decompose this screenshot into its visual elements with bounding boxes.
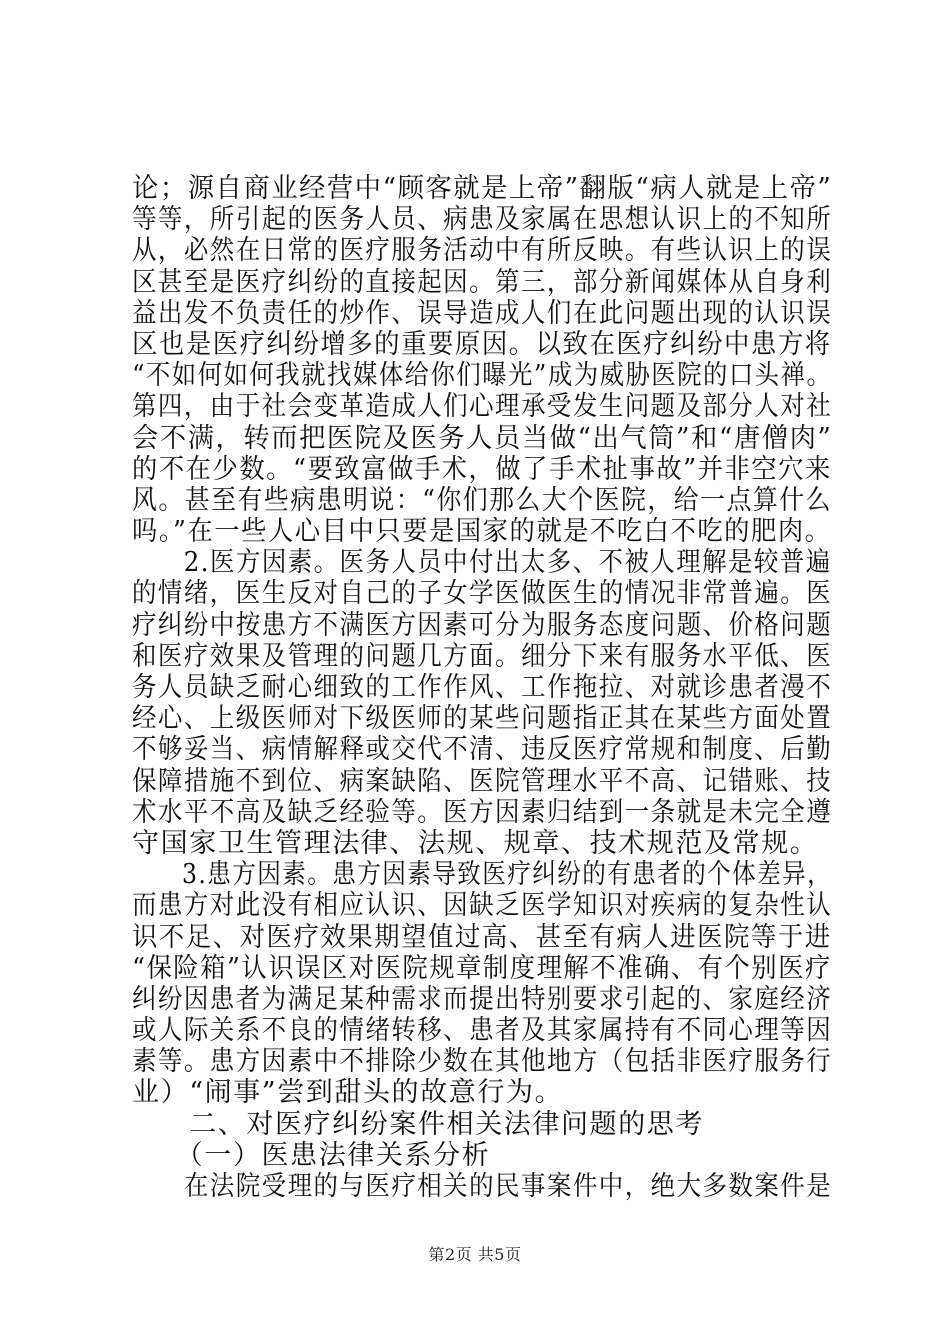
text-line: “不如何如何我就找媒体给你们曝光”成为威胁医院的口头禅。 [132, 360, 833, 392]
text-line: 的不在少数。“要致富做手术，做了手术扯事故”并非空穴来 [132, 453, 832, 485]
text-line: 会不满，转而把医院及医务人员当做“出气筒”和“唐僧肉” [132, 422, 833, 454]
text-line: 素等。患方因素中不排除少数在其他地方（包括非医疗服务行 [132, 1046, 833, 1078]
subsection-heading: （一）医患法律关系分析 [132, 1139, 491, 1171]
text-line: 在法院受理的与医疗相关的民事案件中，绝大多数案件是 [132, 1171, 833, 1202]
text-line: 风。甚至有些病患明说：“你们那么大个医院，给一点算什么 [132, 484, 833, 516]
text-line: 不够妥当、病情解释或交代不清、违反医疗常规和制度、后勤 [132, 734, 833, 766]
text-line: 论；源自商业经营中“顾客就是上帝”翻版“病人就是上帝” [132, 173, 833, 204]
text-line: 纠纷因患者为满足某种需求而提出特别要求引起的、家庭经济 [132, 983, 833, 1015]
text-line: 术水平不高及缺乏经验等。医方因素归结到一条就是未完全遵 [132, 796, 833, 828]
text-line: 第四，由于社会变革造成人们心理承受发生问题及部分人对社 [132, 391, 833, 423]
text-line: 经心、上级医师对下级医师的某些问题指正其在某些方面处置 [132, 703, 833, 735]
text-line: 区也是医疗纠纷增多的重要原因。以致在医疗纠纷中患方将 [132, 328, 832, 360]
text-line: 的情绪，医生反对自己的子女学医做医生的情况非常普遍。医 [132, 578, 833, 610]
text-line: 守国家卫生管理法律、法规、规章、技术规范及常规。 [132, 827, 819, 859]
text-line: 识不足、对医疗效果期望值过高、甚至有病人进医院等于进 [132, 921, 832, 953]
text-line: 务人员缺乏耐心细致的工作作风、工作拖拉、对就诊患者漫不 [132, 672, 833, 703]
text-line: 从，必然在日常的医疗服务活动中有所反映。有些认识上的误 [132, 235, 833, 267]
text-line: 疗纠纷中按患方不满医方因素可分为服务态度问题、价格问题 [132, 609, 833, 641]
text-line: 而患方对此没有相应认识、因缺乏医学知识对疾病的复杂性认 [132, 890, 833, 922]
text-line: “保险箱”认识误区对医院规章制度理解不准确、有个别医疗 [132, 952, 832, 984]
text-line: 或人际关系不良的情绪转移、患者及其家属持有不同心理等因 [132, 1015, 833, 1047]
text-line: 等等，所引起的医务人员、病患及家属在思想认识上的不知所 [132, 204, 833, 236]
text-line: 保障措施不到位、病案缺陷、医院管理水平不高、记错账、技 [132, 765, 833, 797]
text-line: 2.医方因素。医务人员中付出太多、不被人理解是较普遍 [132, 547, 832, 579]
text-line: 区甚至是医疗纠纷的直接起因。第三，部分新闻媒体从自身利 [132, 266, 833, 298]
text-line: 业）“闹事”尝到甜头的故意行为。 [132, 1077, 564, 1109]
page-number-footer: 第2页 共5页 [428, 1245, 522, 1264]
text-line: 吗。”在一些人心目中只要是国家的就是不吃白不吃的肥肉。 [132, 516, 832, 548]
text-line: 3.患方因素。患方因素导致医疗纠纷的有患者的个体差异， [132, 859, 833, 891]
section-heading: 二、对医疗纠纷案件相关法律问题的思考 [132, 1108, 704, 1140]
text-line: 益出发不负责任的炒作、误导造成人们在此问题出现的认识误 [132, 297, 833, 329]
text-line: 和医疗效果及管理的问题几方面。细分下来有服务水平低、医 [132, 640, 833, 672]
